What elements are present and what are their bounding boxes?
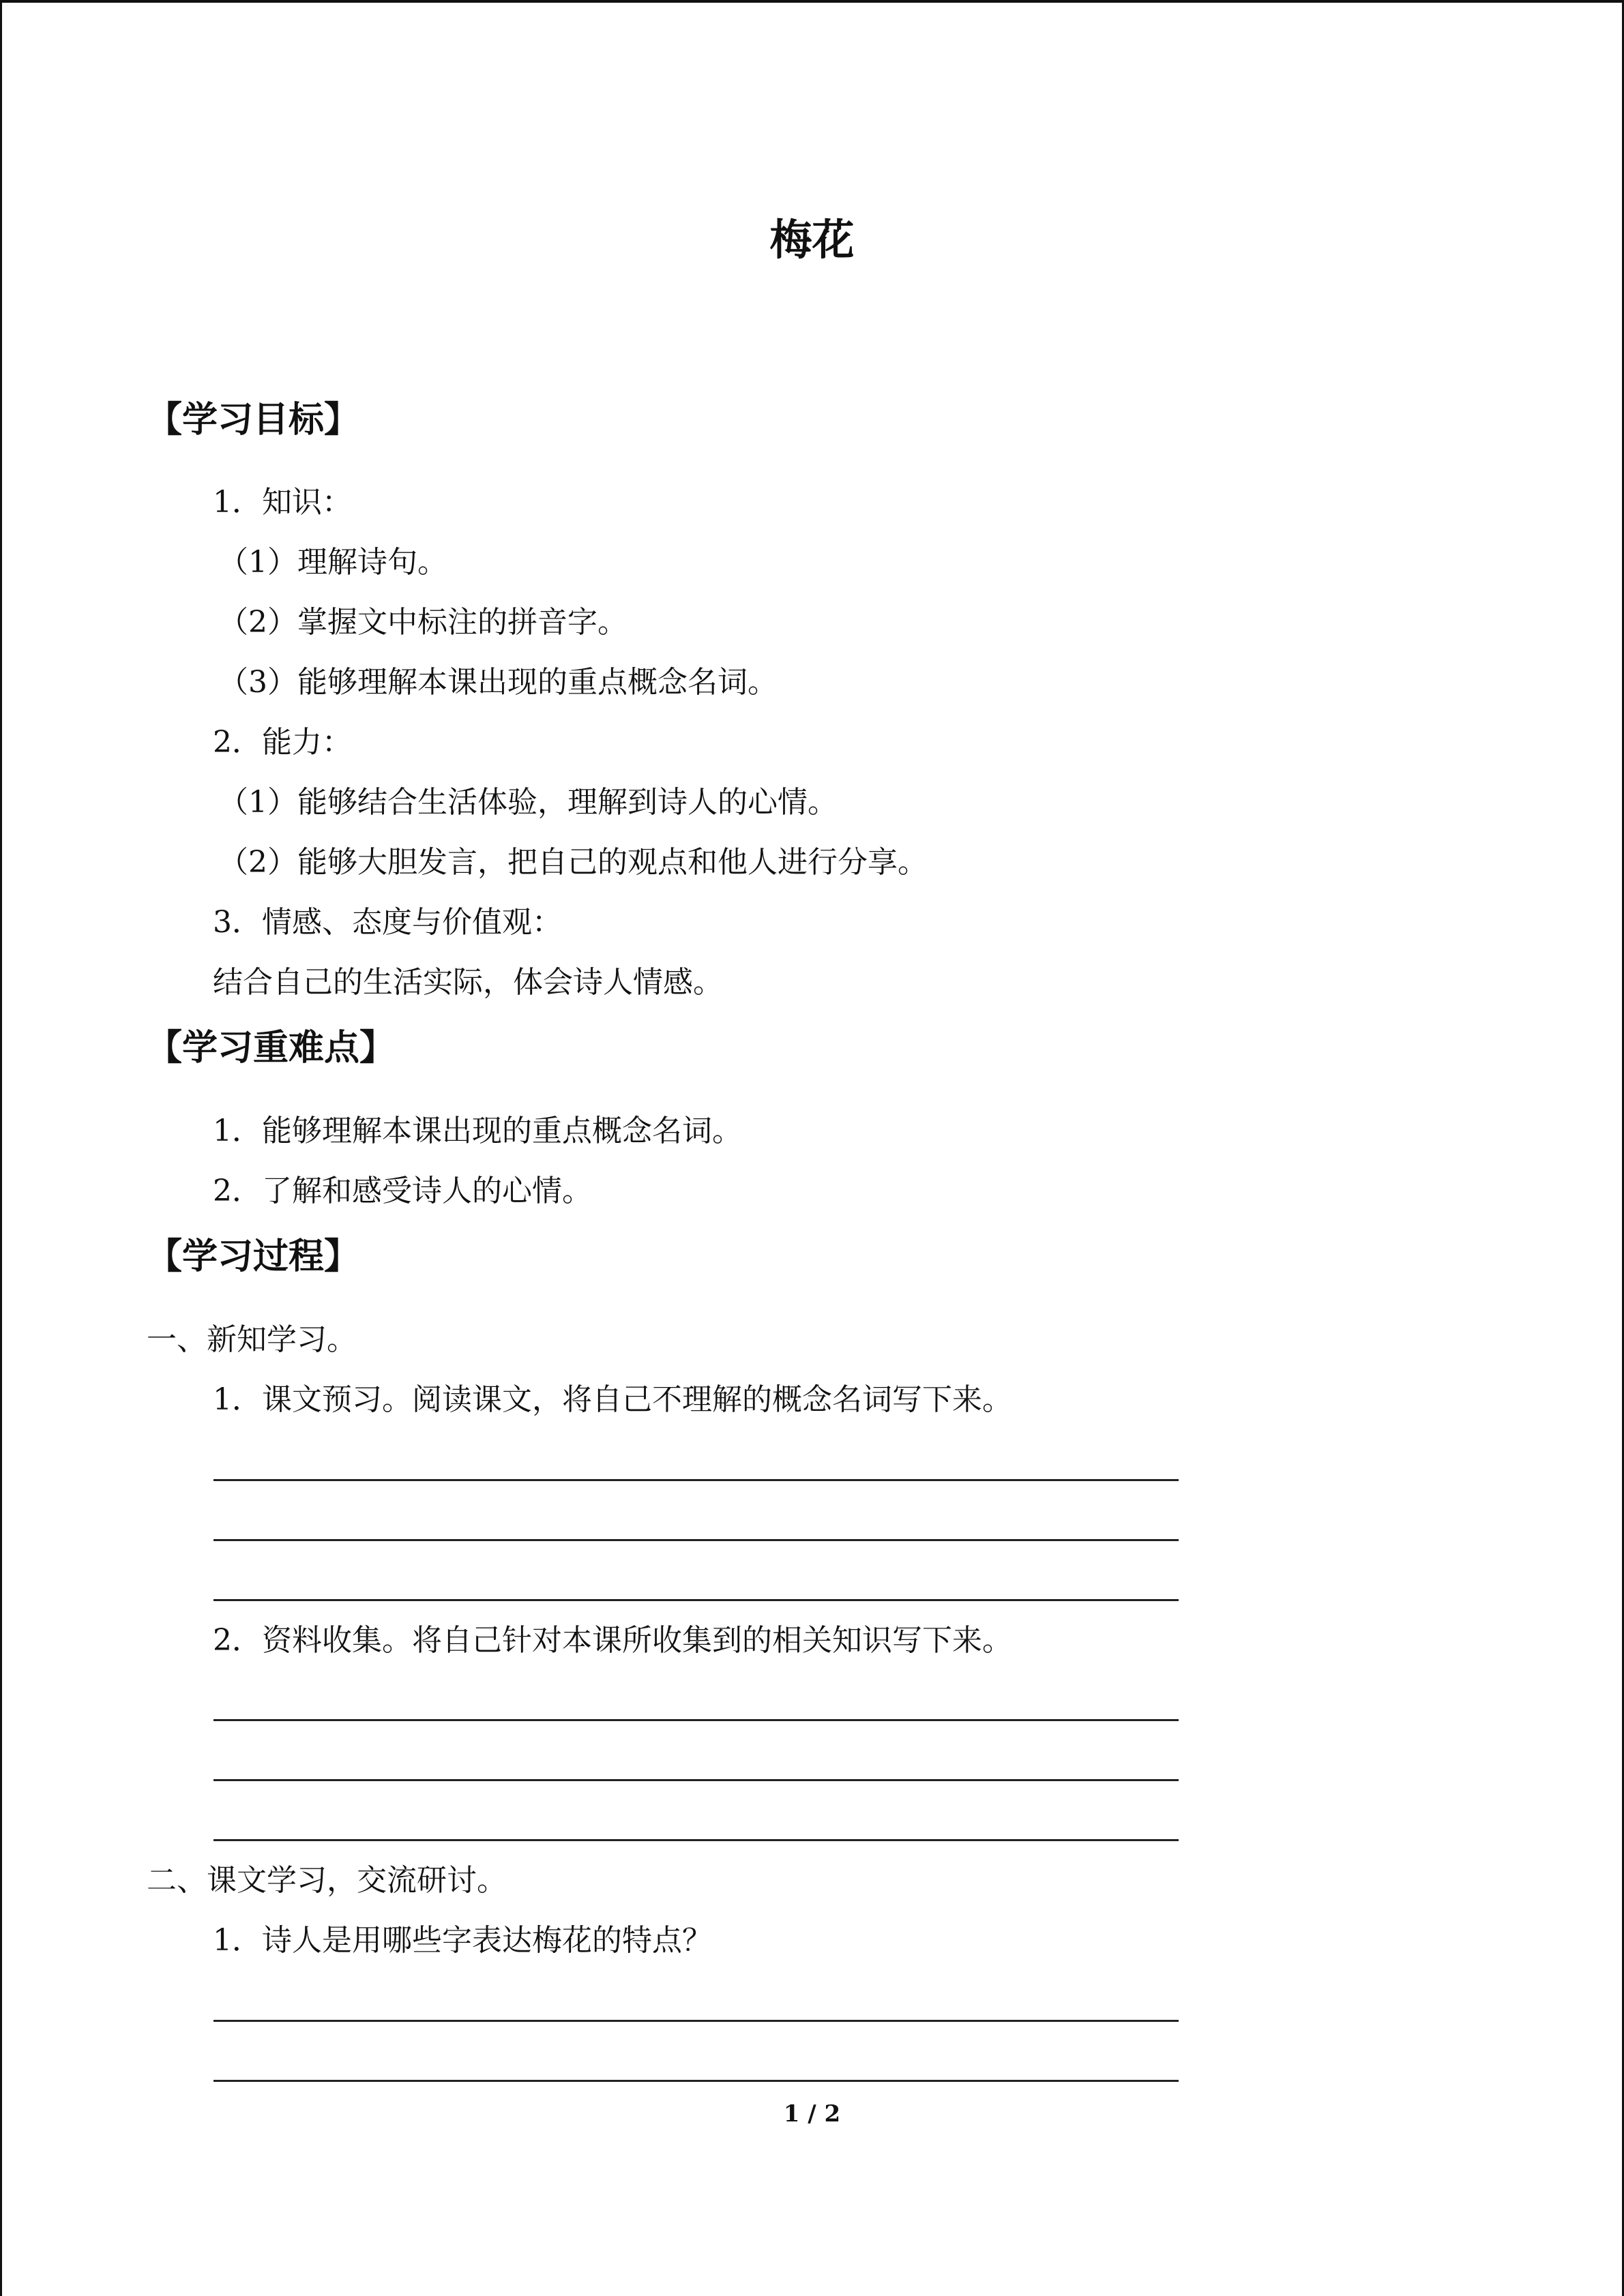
process-part2-title: 二、课文学习，交流研讨。 xyxy=(147,1863,507,1898)
answer-line[interactable] xyxy=(213,1539,1179,1541)
goal-item: 1．知识： xyxy=(213,485,352,520)
answer-line[interactable] xyxy=(213,2080,1179,2082)
goal-item: （3）能够理解本课出现的重点概念名词。 xyxy=(218,665,778,700)
process-part1-question1: 1．课文预习。阅读课文，将自己不理解的概念名词写下来。 xyxy=(213,1382,1012,1417)
goal-item: （1）能够结合生活体验，理解到诗人的心情。 xyxy=(218,785,838,820)
goal-item: （1）理解诗句。 xyxy=(218,545,447,580)
process-part1-question2: 2．资料收集。将自己针对本课所收集到的相关知识写下来。 xyxy=(213,1623,1012,1658)
document-title: 梅花 xyxy=(769,215,855,265)
goal-item: （2）掌握文中标注的拼音字。 xyxy=(218,605,628,640)
page-number: 1 / 2 xyxy=(783,2100,841,2128)
heading-key-points: 【学习重难点】 xyxy=(147,1028,396,1069)
answer-line[interactable] xyxy=(213,1839,1179,1841)
answer-line[interactable] xyxy=(213,1719,1179,1721)
answer-line[interactable] xyxy=(213,1779,1179,1781)
goal-item: 3．情感、态度与价值观： xyxy=(213,905,562,940)
goal-item: 2．能力： xyxy=(213,725,352,760)
answer-line[interactable] xyxy=(213,2020,1179,2022)
answer-line[interactable] xyxy=(213,1599,1179,1601)
goal-item: 结合自己的生活实际，体会诗人情感。 xyxy=(213,965,723,1000)
heading-learning-process: 【学习过程】 xyxy=(147,1236,360,1277)
heading-learning-goals: 【学习目标】 xyxy=(147,400,360,441)
process-part2-question1: 1．诗人是用哪些字表达梅花的特点？ xyxy=(213,1923,712,1958)
process-part1-title: 一、新知学习。 xyxy=(147,1322,357,1357)
answer-line[interactable] xyxy=(213,1479,1179,1481)
page-top-border xyxy=(0,0,1624,3)
keypoint-item: 2．了解和感受诗人的心情。 xyxy=(213,1174,592,1208)
page-left-border xyxy=(0,0,2,2296)
keypoint-item: 1．能够理解本课出现的重点概念名词。 xyxy=(213,1114,742,1148)
goal-item: （2）能够大胆发言，把自己的观点和他人进行分享。 xyxy=(218,845,928,880)
